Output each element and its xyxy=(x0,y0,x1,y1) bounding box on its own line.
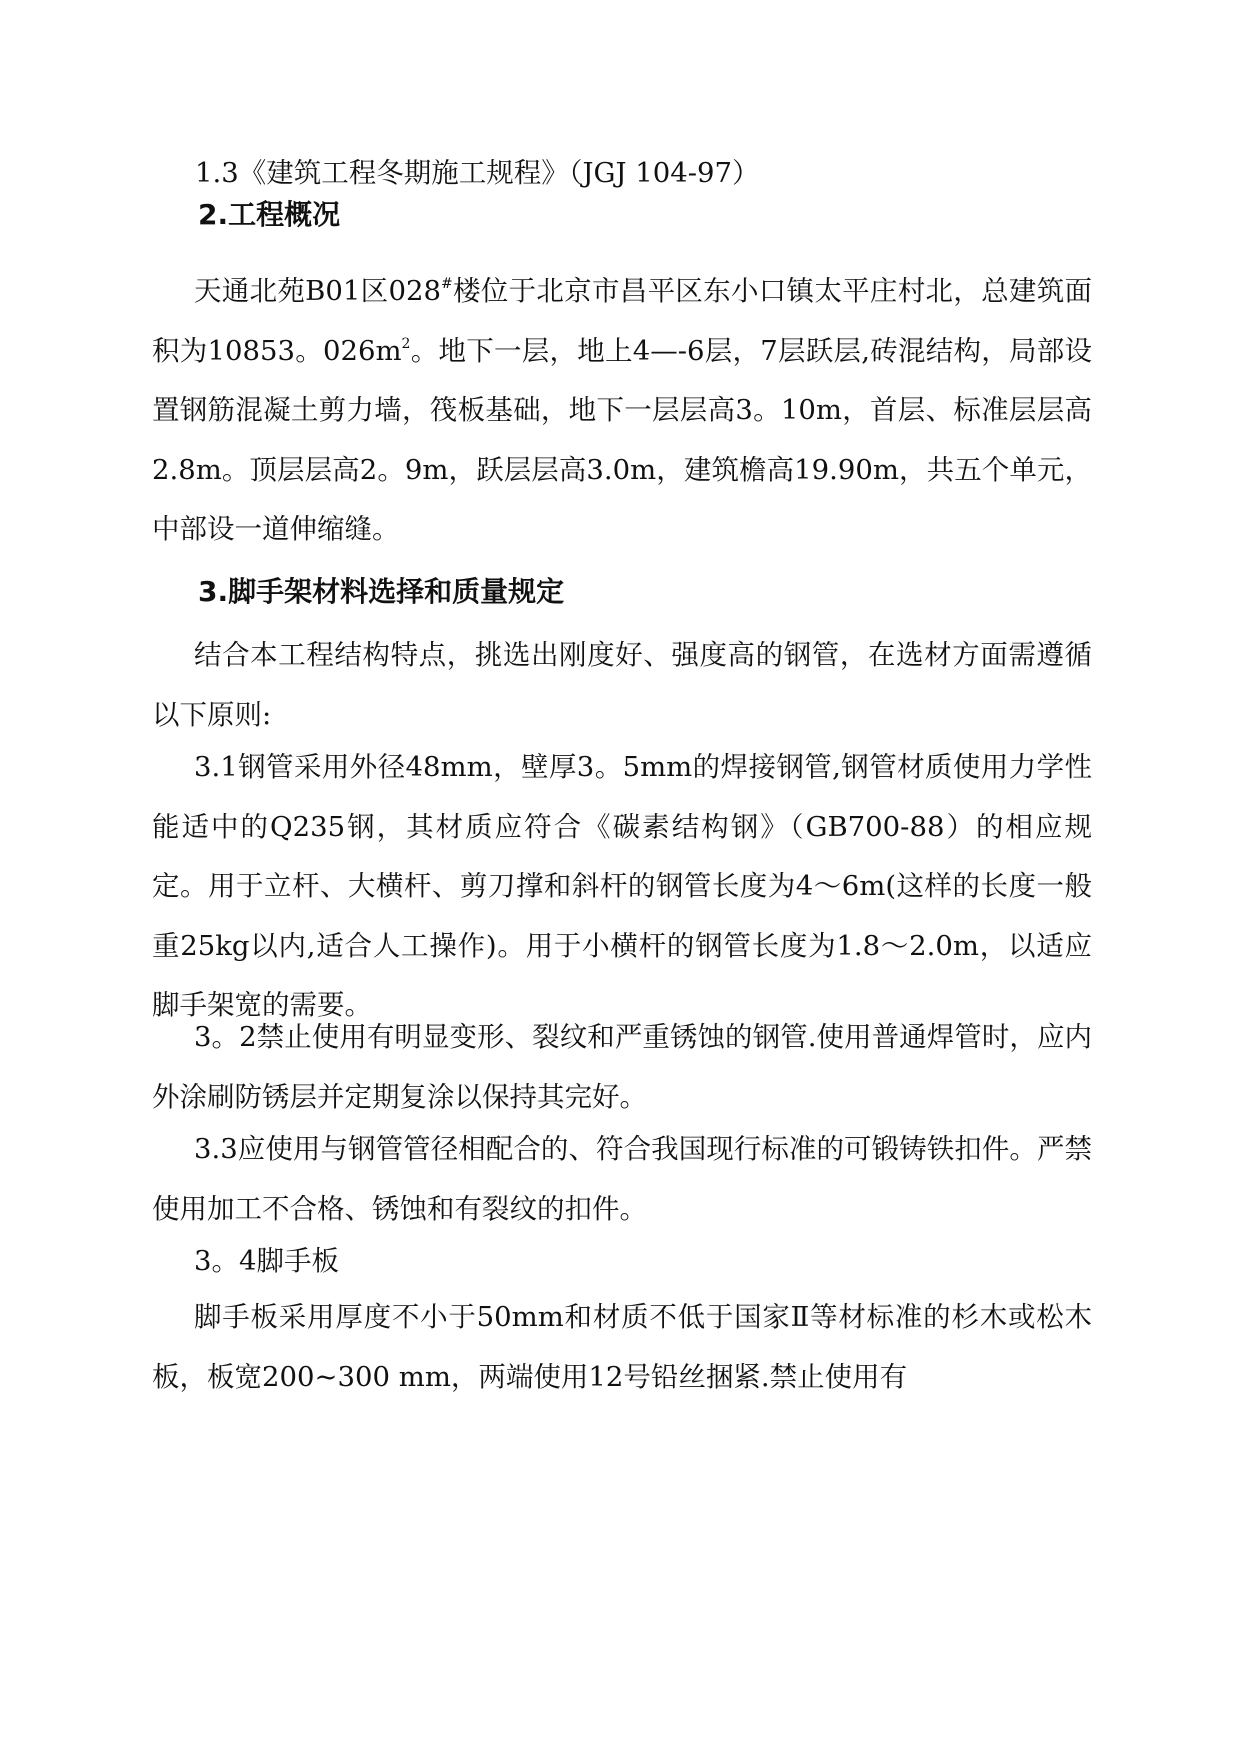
overview-text-a: 天通北苑B01区028 xyxy=(194,275,441,307)
reference-1-3: 1.3《建筑工程冬期施工规程》（JGJ 104-97） xyxy=(195,157,760,189)
item-3-3-paragraph: 3.3应使用与钢管管径相配合的、符合我国现行标准的可锻铸铁扣件。严禁使用加工不合格、锈蚀和有裂纹的扣件。 xyxy=(152,1133,1092,1225)
overview-superscript-2: 2 xyxy=(401,335,411,352)
intro-paragraph: 结合本工程结构特点，挑选出刚度好、强度高的钢管，在选材方面需遵循以下原则: xyxy=(152,639,1092,731)
overview-text-c: 。地下一层，地上4—-6层，7层跃层,砖混结构，局部设置钢筋混凝土剪力墙，筏板基础，地下一层层高3。10m，首层、标准层层高2.8m。顶层层高2。9m，跃层层高3.0m，建筑檐高19.90m，共五个单元，中部设一道伸缩缝。 xyxy=(152,334,1092,545)
heading-scaffold-materials: 3.脚手架材料选择和质量规定 xyxy=(198,575,565,608)
heading-project-overview: 2.工程概况 xyxy=(198,198,341,231)
item-3-4-title: 3。4脚手板 xyxy=(194,1245,339,1277)
item-3-4-paragraph: 脚手板采用厚度不小于50mm和材质不低于国家Ⅱ等材标准的杉木或松木板，板宽200~300 mm，两端使用12号铅丝捆紧.禁止使用有 xyxy=(152,1301,1092,1393)
item-3-2-paragraph: 3。2禁止使用有明显变形、裂纹和严重锈蚀的钢管.使用普通焊管时，应内外涂刷防锈层并定期复涂以保持其完好。 xyxy=(152,1021,1092,1113)
project-overview-paragraph xyxy=(152,262,1092,560)
overview-superscript-hash: # xyxy=(440,276,453,292)
item-3-1-paragraph: 3.1钢管采用外径48mm，壁厚3。5mm的焊接钢管,钢管材质使用力学性能适中的Q235钢，其材质应符合《碳素结构钢》（GB700-88）的相应规定。用于立杆、大横杆、剪刀撑和斜杆的钢管长度为4～6m(这样的长度一般重25kg以内,适合人工操作)。用于小横杆的钢管长度为1.8～2.0m，以适应脚手架宽的需要。 xyxy=(152,751,1092,1021)
overview-text-b: 楼位于北京市昌平区东小口镇太平庄村北，总建筑面积为10853。026m xyxy=(152,275,1092,367)
